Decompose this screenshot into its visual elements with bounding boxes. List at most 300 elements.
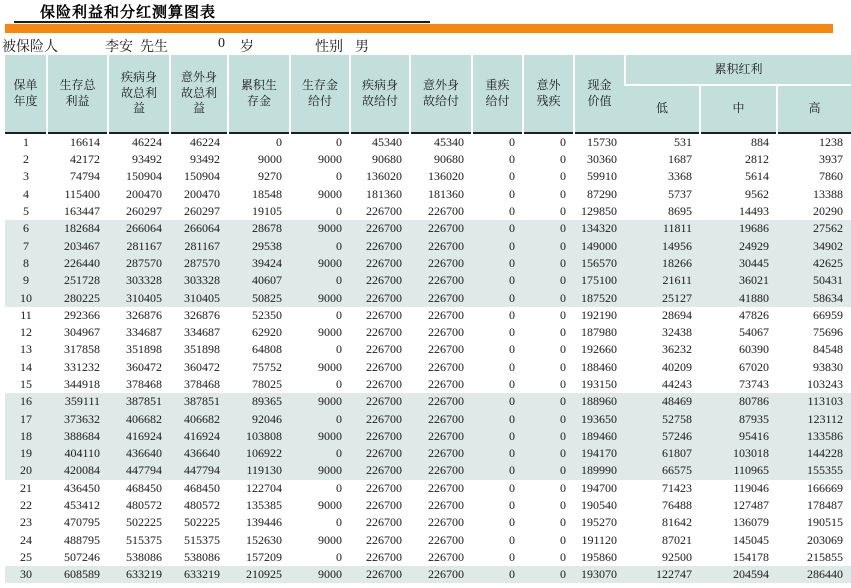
value-cell: 203069 (807, 532, 843, 547)
value-cell: 189460 (574, 428, 625, 445)
value-cell: 215855 (807, 549, 843, 564)
value-cell: 136020 (366, 169, 402, 184)
value-cell: 0 (560, 359, 566, 374)
value-cell: 0 (336, 377, 342, 391)
value-cell: 0 (290, 237, 350, 254)
value-cell: 0 (472, 410, 523, 427)
value-cell: 119130 (228, 462, 290, 479)
value-cell: 0 (523, 445, 574, 462)
value-cell: 373632 (47, 410, 108, 427)
value-cell: 34902 (777, 237, 851, 254)
value-cell: 608589 (47, 566, 108, 583)
value-cell: 502225 (126, 515, 162, 530)
value-cell: 25127 (625, 289, 700, 306)
value-cell: 507246 (64, 549, 100, 564)
policy-year-cell: 20 (5, 462, 47, 479)
policy-year-cell: 3 (23, 169, 29, 184)
value-cell: 0 (509, 359, 515, 374)
value-cell: 226700 (350, 393, 410, 410)
value-cell: 453412 (64, 498, 100, 513)
value-cell: 260297 (184, 204, 220, 219)
value-cell: 50431 (777, 272, 851, 289)
value-cell: 287570 (170, 255, 228, 272)
value-cell: 66959 (813, 307, 843, 322)
value-cell: 0 (472, 462, 523, 479)
value-cell: 193650 (574, 410, 625, 427)
value-cell: 266064 (170, 220, 228, 237)
value-cell: 60390 (739, 342, 769, 357)
value-cell: 136079 (733, 515, 769, 530)
policy-year-cell: 25 (20, 549, 32, 564)
value-cell: 502225 (184, 515, 220, 530)
value-cell: 182684 (47, 220, 108, 237)
value-cell: 470795 (64, 515, 100, 530)
value-cell: 3368 (668, 169, 692, 184)
value-cell: 226700 (410, 393, 472, 410)
policy-year-cell: 2 (23, 152, 29, 167)
value-cell: 3937 (819, 152, 843, 167)
value-cell: 0 (560, 515, 566, 530)
policy-year-cell: 7 (5, 237, 47, 254)
value-cell: 157209 (246, 549, 282, 564)
value-cell: 9000 (318, 498, 342, 513)
value-cell: 30445 (700, 255, 777, 272)
policy-year-cell: 1 (5, 133, 47, 151)
value-cell: 0 (523, 255, 574, 272)
value-cell: 9000 (318, 325, 342, 340)
value-cell: 531 (625, 133, 700, 151)
value-cell: 44243 (662, 377, 692, 391)
value-cell: 360472 (184, 359, 220, 374)
value-cell: 226700 (428, 325, 464, 340)
value-cell: 538086 (184, 549, 220, 564)
policy-year-cell: 14 (20, 359, 32, 374)
value-cell: 226700 (410, 566, 472, 583)
value-cell: 187980 (581, 325, 617, 340)
value-cell: 226700 (366, 359, 402, 374)
value-cell: 127487 (733, 498, 769, 513)
value-cell: 188960 (574, 393, 625, 410)
value-cell: 48469 (625, 393, 700, 410)
value-cell: 113103 (777, 393, 851, 410)
value-cell: 226700 (366, 307, 402, 322)
value-cell: 0 (523, 462, 574, 479)
value-cell: 0 (560, 152, 566, 167)
value-cell: 210925 (228, 566, 290, 583)
value-cell: 181360 (366, 186, 402, 201)
value-cell: 58634 (777, 289, 851, 306)
policy-year-cell: 23 (20, 515, 32, 530)
value-cell: 0 (509, 169, 515, 184)
value-cell: 468450 (184, 480, 220, 495)
value-cell: 226700 (350, 220, 410, 237)
value-cell: 226700 (428, 377, 464, 391)
value-cell: 84548 (813, 342, 843, 357)
value-cell: 0 (472, 272, 523, 289)
value-cell: 0 (509, 152, 515, 167)
value-cell: 193150 (581, 377, 617, 391)
value-cell: 0 (472, 393, 523, 410)
value-cell: 0 (472, 220, 523, 237)
gender-value: 男 (355, 40, 369, 55)
value-cell: 9270 (258, 169, 282, 184)
value-cell: 387851 (170, 393, 228, 410)
value-cell: 0 (560, 498, 566, 513)
value-cell: 0 (523, 428, 574, 445)
value-cell: 8695 (668, 204, 692, 219)
benefit-table (5, 55, 851, 583)
value-cell: 1238 (777, 133, 851, 151)
value-cell: 0 (560, 342, 566, 357)
value-cell: 122704 (246, 480, 282, 495)
value-cell: 203467 (47, 237, 108, 254)
value-cell: 195860 (581, 549, 617, 564)
value-cell: 0 (290, 445, 350, 462)
header-illness-death: 疾病身故总利益 (108, 55, 170, 133)
policy-year-cell: 4 (23, 186, 29, 201)
value-cell: 129850 (581, 204, 617, 219)
value-cell: 226700 (350, 445, 410, 462)
value-cell: 226700 (350, 237, 410, 254)
value-cell: 181360 (428, 186, 464, 201)
policy-year-cell: 6 (5, 220, 47, 237)
value-cell: 0 (472, 428, 523, 445)
value-cell: 40209 (662, 359, 692, 374)
header-accident-death: 意外身故总利益 (170, 55, 228, 133)
value-cell: 27562 (777, 220, 851, 237)
value-cell: 21611 (625, 272, 700, 289)
value-cell: 226700 (366, 532, 402, 547)
value-cell: 66575 (625, 462, 700, 479)
value-cell: 226700 (366, 342, 402, 357)
value-cell: 28678 (228, 220, 290, 237)
value-cell: 7860 (819, 169, 843, 184)
value-cell: 14493 (739, 204, 769, 219)
value-cell: 0 (560, 480, 566, 495)
header-critical-illness: 重疾给付 (472, 55, 523, 133)
value-cell: 226700 (366, 549, 402, 564)
value-cell: 191120 (581, 532, 617, 547)
value-cell: 93830 (813, 359, 843, 374)
value-cell: 78025 (252, 377, 282, 391)
value-cell: 45340 (350, 133, 410, 151)
table-row (5, 376, 851, 393)
value-cell: 488795 (64, 532, 100, 547)
policy-year-cell: 9 (5, 272, 47, 289)
value-cell: 226700 (350, 410, 410, 427)
value-cell: 9000 (290, 428, 350, 445)
value-cell: 226700 (428, 307, 464, 322)
value-cell: 226700 (350, 255, 410, 272)
table-row (5, 272, 851, 289)
value-cell: 0 (290, 272, 350, 289)
value-cell: 226700 (428, 549, 464, 564)
value-cell: 136020 (428, 169, 464, 184)
value-cell: 226700 (410, 410, 472, 427)
header-policy-year: 保单年度 (5, 55, 47, 133)
value-cell: 9000 (290, 462, 350, 479)
value-cell: 30360 (587, 152, 617, 167)
value-cell: 81642 (662, 515, 692, 530)
table-row (5, 151, 851, 168)
value-cell: 74794 (70, 169, 100, 184)
table-row (5, 462, 851, 479)
value-cell: 9000 (290, 220, 350, 237)
value-cell: 351898 (184, 342, 220, 357)
value-cell: 76488 (662, 498, 692, 513)
value-cell: 42625 (777, 255, 851, 272)
value-cell: 92046 (228, 410, 290, 427)
value-cell: 41880 (700, 289, 777, 306)
value-cell: 0 (560, 549, 566, 564)
value-cell: 75752 (252, 359, 282, 374)
table-row (5, 186, 851, 203)
value-cell: 187520 (574, 289, 625, 306)
value-cell: 93492 (132, 152, 162, 167)
table-row (5, 359, 851, 376)
policy-year-cell: 19 (5, 445, 47, 462)
value-cell: 480572 (126, 498, 162, 513)
value-cell: 344918 (64, 377, 100, 391)
value-cell: 538086 (126, 549, 162, 564)
value-cell: 9000 (290, 566, 350, 583)
page-title: 保险利益和分红测算图表 (40, 4, 217, 21)
value-cell: 87290 (587, 186, 617, 201)
value-cell: 0 (560, 169, 566, 184)
value-cell: 50825 (228, 289, 290, 306)
header-cash-value: 现金价值 (574, 55, 625, 133)
value-cell: 145045 (733, 532, 769, 547)
value-cell: 0 (472, 237, 523, 254)
value-cell: 47826 (739, 307, 769, 322)
header-dividend-low: 低 (625, 85, 700, 133)
table-row (5, 307, 851, 324)
value-cell: 9000 (290, 289, 350, 306)
value-cell: 280225 (47, 289, 108, 306)
value-cell: 155355 (777, 462, 851, 479)
value-cell: 292366 (64, 307, 100, 322)
value-cell: 226700 (410, 289, 472, 306)
value-cell: 226700 (350, 462, 410, 479)
value-cell: 64808 (252, 342, 282, 357)
value-cell: 884 (700, 133, 777, 151)
table-header (5, 55, 851, 133)
value-cell: 59910 (587, 169, 617, 184)
policy-year-cell: 21 (20, 480, 32, 495)
value-cell: 0 (509, 342, 515, 357)
value-cell: 75696 (813, 325, 843, 340)
value-cell: 0 (472, 133, 523, 151)
value-cell: 5737 (668, 186, 692, 201)
value-cell: 61807 (625, 445, 700, 462)
header-survival-benefit: 生存总利益 (47, 55, 108, 133)
value-cell: 0 (472, 289, 523, 306)
value-cell: 226700 (366, 325, 402, 340)
value-cell: 192660 (581, 342, 617, 357)
value-cell: 19686 (700, 220, 777, 237)
value-cell: 19105 (252, 204, 282, 219)
value-cell: 281167 (108, 237, 170, 254)
value-cell: 0 (560, 204, 566, 219)
value-cell: 175100 (574, 272, 625, 289)
value-cell: 304967 (64, 325, 100, 340)
table-row (5, 514, 851, 531)
value-cell: 134320 (574, 220, 625, 237)
value-cell: 404110 (47, 445, 108, 462)
value-cell: 406682 (170, 410, 228, 427)
value-cell: 95416 (700, 428, 777, 445)
value-cell: 28694 (662, 307, 692, 322)
value-cell: 334687 (126, 325, 162, 340)
value-cell: 310405 (108, 289, 170, 306)
value-cell: 226700 (428, 204, 464, 219)
value-cell: 150904 (126, 169, 162, 184)
header-accident-disability: 意外残疾 (523, 55, 574, 133)
value-cell: 0 (523, 410, 574, 427)
value-cell: 0 (560, 532, 566, 547)
value-cell: 1687 (668, 152, 692, 167)
value-cell: 67020 (739, 359, 769, 374)
table-row (5, 428, 851, 445)
value-cell: 190515 (807, 515, 843, 530)
value-cell: 92500 (662, 549, 692, 564)
value-cell: 204594 (700, 566, 777, 583)
value-cell: 286440 (777, 566, 851, 583)
insured-name: 李安 (105, 40, 133, 55)
value-cell: 226700 (350, 566, 410, 583)
value-cell: 0 (509, 186, 515, 201)
value-cell: 32438 (662, 325, 692, 340)
value-cell: 317858 (64, 342, 100, 357)
value-cell: 226700 (428, 359, 464, 374)
insured-info-row (0, 36, 851, 55)
value-cell: 93492 (190, 152, 220, 167)
value-cell: 42172 (70, 152, 100, 167)
header-illness-payout: 疾病身故给付 (350, 55, 410, 133)
value-cell: 359111 (47, 393, 108, 410)
policy-year-cell: 11 (20, 307, 32, 322)
value-cell: 226700 (366, 204, 402, 219)
value-cell: 115400 (64, 186, 100, 201)
value-cell: 9000 (318, 359, 342, 374)
value-cell: 103808 (228, 428, 290, 445)
value-cell: 0 (228, 133, 290, 151)
value-cell: 226700 (366, 377, 402, 391)
table-row (5, 237, 851, 254)
value-cell: 89365 (228, 393, 290, 410)
table-row (5, 480, 851, 497)
value-cell: 226700 (410, 462, 472, 479)
value-cell: 633219 (108, 566, 170, 583)
value-cell: 287570 (108, 255, 170, 272)
value-cell: 0 (560, 307, 566, 322)
value-cell: 144228 (777, 445, 851, 462)
policy-year-cell: 13 (20, 342, 32, 357)
value-cell: 515375 (184, 532, 220, 547)
value-cell: 150904 (184, 169, 220, 184)
value-cell: 0 (523, 237, 574, 254)
value-cell: 2812 (745, 152, 769, 167)
value-cell: 57246 (625, 428, 700, 445)
value-cell: 152630 (246, 532, 282, 547)
value-cell: 0 (290, 410, 350, 427)
value-cell: 200470 (126, 186, 162, 201)
value-cell: 156570 (574, 255, 625, 272)
policy-year-cell: 5 (23, 204, 29, 219)
value-cell: 226700 (366, 480, 402, 495)
value-cell: 15730 (574, 133, 625, 151)
value-cell: 39424 (228, 255, 290, 272)
value-cell: 0 (336, 307, 342, 322)
value-cell: 226700 (410, 428, 472, 445)
policy-year-cell: 17 (5, 410, 47, 427)
value-cell: 0 (523, 272, 574, 289)
value-cell: 9000 (318, 152, 342, 167)
table-body (5, 133, 851, 583)
policy-year-cell: 15 (20, 377, 32, 391)
value-cell: 326876 (184, 307, 220, 322)
value-cell: 480572 (184, 498, 220, 513)
value-cell: 226700 (410, 272, 472, 289)
value-cell: 154178 (733, 549, 769, 564)
value-cell: 18548 (252, 186, 282, 201)
table-row (5, 168, 851, 185)
value-cell: 200470 (184, 186, 220, 201)
value-cell: 24929 (700, 237, 777, 254)
value-cell: 0 (560, 325, 566, 340)
table-row (5, 203, 851, 220)
value-cell: 73743 (739, 377, 769, 391)
value-cell: 36021 (700, 272, 777, 289)
value-cell: 192190 (581, 307, 617, 322)
value-cell: 326876 (126, 307, 162, 322)
value-cell: 166669 (807, 480, 843, 495)
accent-bar (5, 24, 833, 33)
value-cell: 0 (509, 377, 515, 391)
value-cell: 139446 (246, 515, 282, 530)
value-cell: 0 (560, 377, 566, 391)
value-cell: 226700 (366, 515, 402, 530)
value-cell: 62920 (252, 325, 282, 340)
value-cell: 226700 (410, 445, 472, 462)
value-cell: 0 (336, 549, 342, 564)
header-accum-dividend-group: 累积红利 (625, 55, 851, 85)
value-cell: 468450 (126, 480, 162, 495)
table-row (5, 255, 851, 272)
header-dividend-medium: 中 (700, 85, 777, 133)
value-cell: 193070 (574, 566, 625, 583)
value-cell: 226700 (428, 480, 464, 495)
table-row (5, 341, 851, 358)
value-cell: 351898 (126, 342, 162, 357)
table-row (5, 566, 851, 583)
value-cell: 190540 (581, 498, 617, 513)
value-cell: 46224 (170, 133, 228, 151)
value-cell: 0 (509, 307, 515, 322)
value-cell: 226700 (350, 272, 410, 289)
value-cell: 123112 (777, 410, 851, 427)
table-row (5, 497, 851, 514)
value-cell: 0 (560, 186, 566, 201)
insured-label: 被保险人 (2, 40, 58, 55)
value-cell: 447794 (108, 462, 170, 479)
value-cell: 360472 (126, 359, 162, 374)
value-cell: 110965 (700, 462, 777, 479)
value-cell: 281167 (170, 237, 228, 254)
value-cell: 226700 (366, 498, 402, 513)
policy-year-cell: 18 (5, 428, 47, 445)
header-survival-payout: 生存金给付 (290, 55, 350, 133)
